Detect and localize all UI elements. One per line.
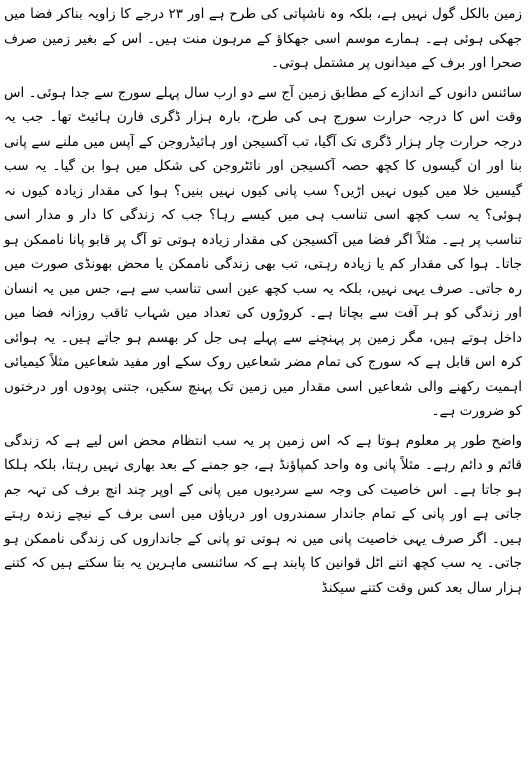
- paragraph-design-for-life: واضح طور پر معلوم ہوتا ہے کہ اس زمین پر یہ سب انتظام محض اس لیے ہے کہ زندگی قائم و دائم رہے۔ مثلاً پانی وہ واحد کمپاؤنڈ ہے، جو جمنے کے بعد بھاری نہیں رہتا، بلکہ ہلکا ہو جاتا ہے۔ اس خاصیت کی وجہ سے سردیوں میں پانی کے اوپر چند انچ برف کی تہہ جم جاتی ہے اور پانی کے تمام جاندار سمندروں اور دریاؤں میں اسی برف کے نیچے زندہ رہتے ہیں۔ اگر صرف یہی خاصیت پانی میں نہ ہوتی تو پانی کے جانداروں کی زندگی ناممکن ہو جاتی۔ یہ سب کچھ اتنے اٹل قوانین کا پابند ہے کہ سائنسی ماہرین یہ بتا سکتے ہیں کہ کتنے ہزار سال بعد کس وقت کتنے سیکنڈ: [4, 432, 522, 596]
- paragraph-earth-origin: سائنس دانوں کے اندازے کے مطابق زمین آج سے دو ارب سال پہلے سورج سے جدا ہوئی۔ اس وقت اس کا درجہ حرارت سورج ہی کی طرح، بارہ ہزار ڈگری فارن ہائیٹ تھا۔ جب یہ درجہ حرارت چار ہزار ڈگری تک آگیا، تب آکسیجن اور ہائیڈروجن کے آپس میں ملنے سے پانی بنا اور ان گیسوں کا کچھ حصہ آکسیجن اور نائٹروجن کی شکل میں ہوا بن گیا۔ یہ سب گیسیں خلا میں کیوں نہیں اڑیں؟ سب پانی کیوں نہیں بنیں؟ ہوا کی مقدار زیادہ کیوں نہ ہوئی؟ یہ سب کچھ اسی تناسب ہی میں کیسے رہا؟ جب کہ زندگی کا دار و مدار اسی تناسب پر ہے۔ مثلاً اگر فضا میں آکسیجن کی مقدار زیادہ ہوتی تو آگ پر قابو پانا ناممکن ہو جاتا۔ ہوا کی مقدار کم یا زیادہ رہتی، تب بھی زندگی ناممکن یا محض بھونڈی صورت میں رہ جاتی۔ صرف یہی نہیں، بلکہ یہ سب کچھ عین اسی تناسب سے ہے، جس میں یہ انسان اور زندگی کو ہر آفت سے بچاتا ہے۔ کروڑوں کی تعداد میں شہاب ثاقب روزانہ فضا میں داخل ہوتے ہیں، مگر زمین پر پہنچنے سے پہلے ہی جل کر بھسم ہو جاتے ہیں۔ یہ ہوائی کرہ اس قابل ہے کہ سورج کی تمام مضر شعاعیں روک سکے اور مفید شعاعیں مثلاً کیمیائی اہمیت رکھنے والی شعاعیں اسی مقدار میں زمین تک پہنچ سکیں، جتنی پودوں اور درختوں کو ضرورت ہے۔: [4, 84, 522, 419]
- paragraph-earth-shape: زمین بالکل گول نہیں ہے، بلکہ وہ ناشپاتی کی طرح ہے اور ۲۳ درجے کا زاویہ بناکر فضا میں جھکی ہوئی ہے۔ ہمارے موسم اسی جھکاؤ کے مرہون منت ہیں۔ اس کے بغیر زمین صرف صحرا اور برف کے میدانوں پر مشتمل ہوتی۔: [4, 6, 522, 71]
